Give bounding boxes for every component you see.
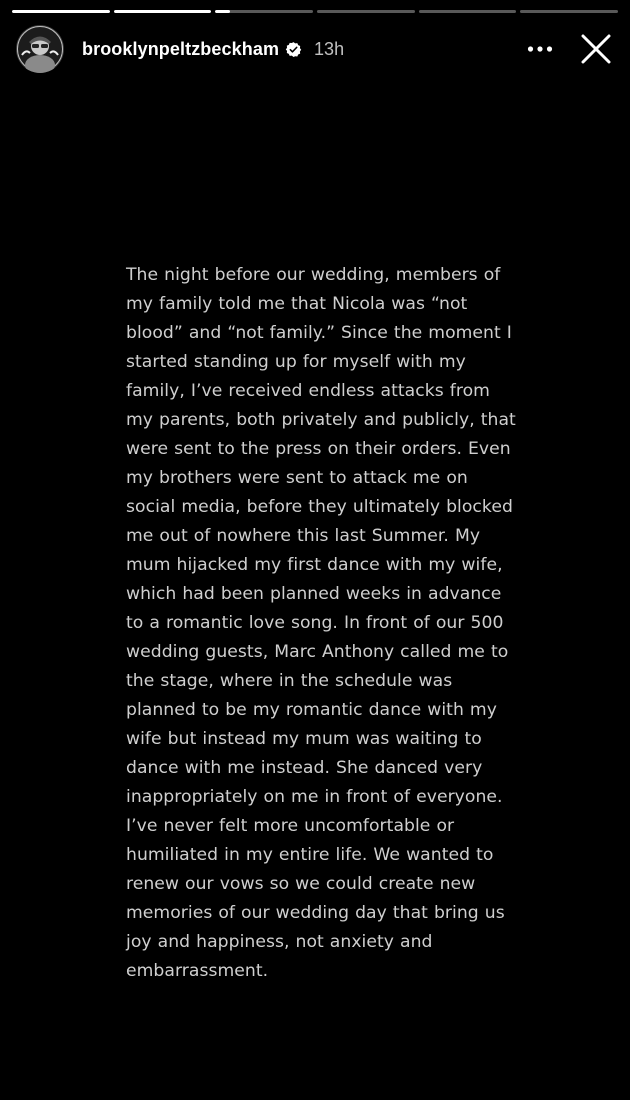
story-text-line: wife but instead my mum was waiting to <box>126 729 482 749</box>
story-text-line: were sent to the press on their orders. Even <box>126 439 511 459</box>
progress-segment <box>12 10 110 13</box>
story-header <box>16 24 618 74</box>
progress-segment-fill <box>12 10 110 13</box>
profile-avatar[interactable] <box>16 25 64 73</box>
story-text-line: blood” and “not family.” Since the moment I <box>126 323 512 343</box>
story-text-line: mum hijacked my first dance with my wife, <box>126 555 503 575</box>
progress-segment-fill <box>114 10 212 13</box>
story-text-line: joy and happiness, not anxiety and <box>126 932 433 952</box>
verified-badge-icon <box>285 41 302 58</box>
more-options-button[interactable] <box>520 29 560 69</box>
progress-segment <box>215 10 313 13</box>
story-text-line: the stage, where in the schedule was <box>126 671 453 691</box>
story-text-line: renew our vows so we could create new <box>126 874 476 894</box>
progress-segment <box>520 10 618 13</box>
story-text-line: my brothers were sent to attack me on <box>126 468 468 488</box>
more-horizontal-icon <box>527 45 553 53</box>
story-text-line: me out of nowhere this last Summer. My <box>126 526 481 546</box>
story-text-line: inappropriately on me in front of everyone. <box>126 787 503 807</box>
story-text-line: started standing up for myself with my <box>126 352 466 372</box>
story-text-line: my family told me that Nicola was “not <box>126 294 468 314</box>
story-text-line: which had been planned weeks in advance <box>126 584 502 604</box>
story-text-line: family, I’ve received endless attacks from <box>126 381 490 401</box>
story-text-block <box>126 261 514 986</box>
progress-segment-fill <box>215 10 230 13</box>
avatar-image <box>16 25 64 73</box>
story-text-line: planned to be my romantic dance with my <box>126 700 497 720</box>
progress-segment <box>419 10 517 13</box>
close-icon <box>581 34 611 64</box>
progress-segment <box>317 10 415 13</box>
story-progress-bar <box>12 10 618 13</box>
story-text-line: embarrassment. <box>126 961 269 981</box>
story-text-line: humiliated in my entire life. We wanted to <box>126 845 494 865</box>
story-text-line: memories of our wedding day that bring us <box>126 903 505 923</box>
story-text-line: The night before our wedding, members of <box>126 265 501 285</box>
close-story-button[interactable] <box>574 27 618 71</box>
username[interactable]: brooklynpeltzbeckham <box>82 38 280 59</box>
story-text-line: to a romantic love song. In front of our 500 <box>126 613 504 633</box>
story-timestamp: 13h <box>314 38 345 59</box>
story-text-line: dance with me instead. She danced very <box>126 758 483 778</box>
story-text-line: wedding guests, Marc Anthony called me to <box>126 642 509 662</box>
story-text-line: my parents, both privately and publicly, that <box>126 410 516 430</box>
story-text-line: social media, before they ultimately blocked <box>126 497 513 517</box>
story-text-line: I’ve never felt more uncomfortable or <box>126 816 455 836</box>
progress-segment <box>114 10 212 13</box>
